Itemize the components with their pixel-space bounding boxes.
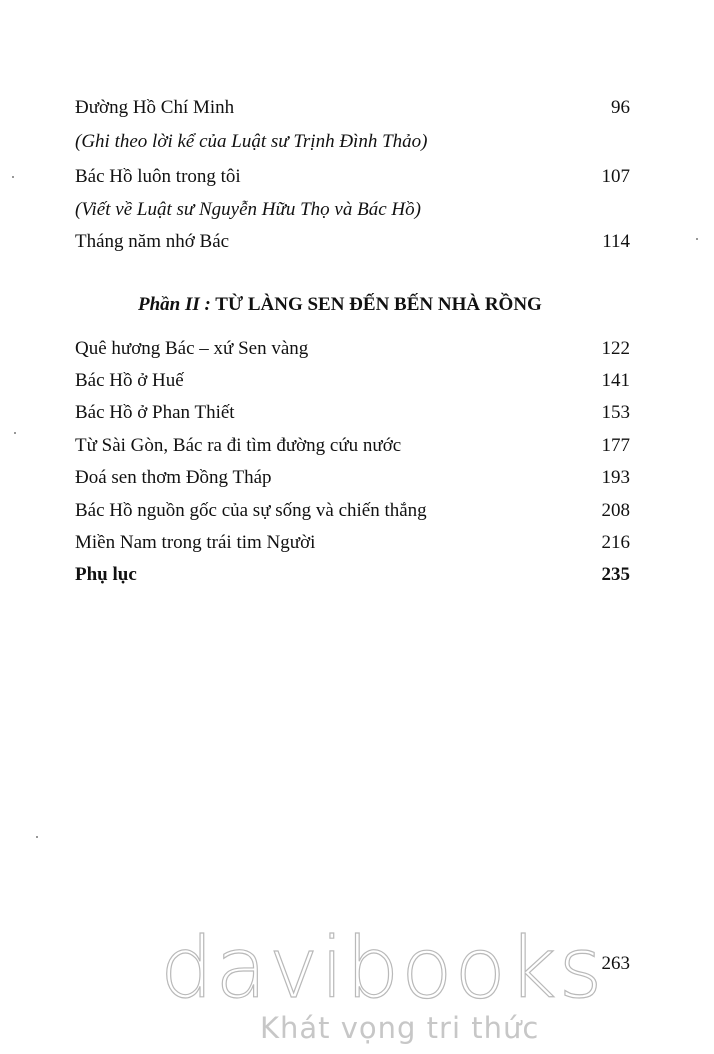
toc-entry-mien-nam bbox=[75, 529, 630, 557]
scan-speck bbox=[36, 836, 38, 838]
toc-entry-title: Đoá sen thơm Đồng Tháp bbox=[75, 467, 272, 488]
toc-entry-duong-ho-chi-minh bbox=[75, 94, 630, 122]
toc-entry-page: 177 bbox=[601, 435, 630, 456]
scan-speck bbox=[14, 432, 16, 434]
toc-entry-title: Bác Hồ ở Huế bbox=[75, 370, 184, 391]
toc-entry-title: Bác Hồ ở Phan Thiết bbox=[75, 402, 235, 423]
toc-entry-title: Đường Hồ Chí Minh bbox=[75, 97, 235, 118]
toc-entry-thang-nam-nho-bac bbox=[75, 228, 630, 256]
toc-entry-que-huong-bac bbox=[75, 335, 630, 363]
toc-note-text: (Ghi theo lời kể của Luật sư Trịnh Đình Thảo) bbox=[75, 131, 428, 152]
toc-entry-page: 153 bbox=[601, 402, 630, 423]
toc-entry-page: 96 bbox=[611, 97, 630, 118]
toc-entry-title: Tháng năm nhớ Bác bbox=[75, 231, 230, 252]
toc-entry-title: Quê hương Bác – xứ Sen vàng bbox=[75, 338, 309, 359]
toc-entry-title: Bác Hồ nguồn gốc của sự sống và chiến thắng bbox=[75, 500, 427, 521]
toc-entry-title: Bác Hồ luôn trong tôi bbox=[75, 166, 241, 187]
toc-note-text: (Viết về Luật sư Nguyễn Hữu Thọ và Bác Hồ) bbox=[75, 199, 421, 220]
section-part-label: Phần II : bbox=[138, 294, 211, 315]
toc-entry-phu-luc bbox=[75, 561, 630, 589]
toc-entry-note bbox=[75, 196, 630, 224]
toc-entry-note bbox=[75, 128, 630, 156]
toc-entry-title: Từ Sài Gòn, Bác ra đi tìm đường cứu nước bbox=[75, 435, 402, 456]
toc-entry-page: 107 bbox=[601, 166, 630, 187]
toc-entry-tu-sai-gon bbox=[75, 432, 630, 460]
toc-entry-title: Phụ lục bbox=[75, 564, 137, 585]
toc-entry-doa-sen-thom bbox=[75, 464, 630, 492]
toc-entry-page: 122 bbox=[601, 338, 630, 359]
watermark-brand: davibooks bbox=[160, 919, 605, 1017]
toc-entry-title: Miền Nam trong trái tim Người bbox=[75, 532, 316, 553]
page-number: 263 bbox=[601, 953, 630, 974]
section-heading bbox=[138, 290, 542, 320]
toc-entry-page: 114 bbox=[602, 231, 630, 252]
toc-entry-page: 216 bbox=[601, 532, 630, 553]
section-title: TỪ LÀNG SEN ĐẾN BẾN NHÀ RỒNG bbox=[215, 294, 542, 315]
toc-entry-page: 193 bbox=[601, 467, 630, 488]
watermark bbox=[160, 918, 605, 1048]
toc-entry-page: 235 bbox=[601, 564, 630, 585]
toc-entry-page: 141 bbox=[601, 370, 630, 391]
scan-speck bbox=[12, 176, 14, 178]
toc-entry-page: 208 bbox=[601, 500, 630, 521]
watermark-tagline: Khát vọng tri thức bbox=[260, 1011, 540, 1045]
toc-entry-bac-ho-nguon-goc bbox=[75, 497, 630, 525]
toc-entry-bac-ho-o-hue bbox=[75, 367, 630, 395]
scan-speck bbox=[696, 238, 698, 240]
toc-entry-bac-ho-luon-trong-toi bbox=[75, 163, 630, 191]
toc-entry-bac-ho-o-phan-thiet bbox=[75, 399, 630, 427]
